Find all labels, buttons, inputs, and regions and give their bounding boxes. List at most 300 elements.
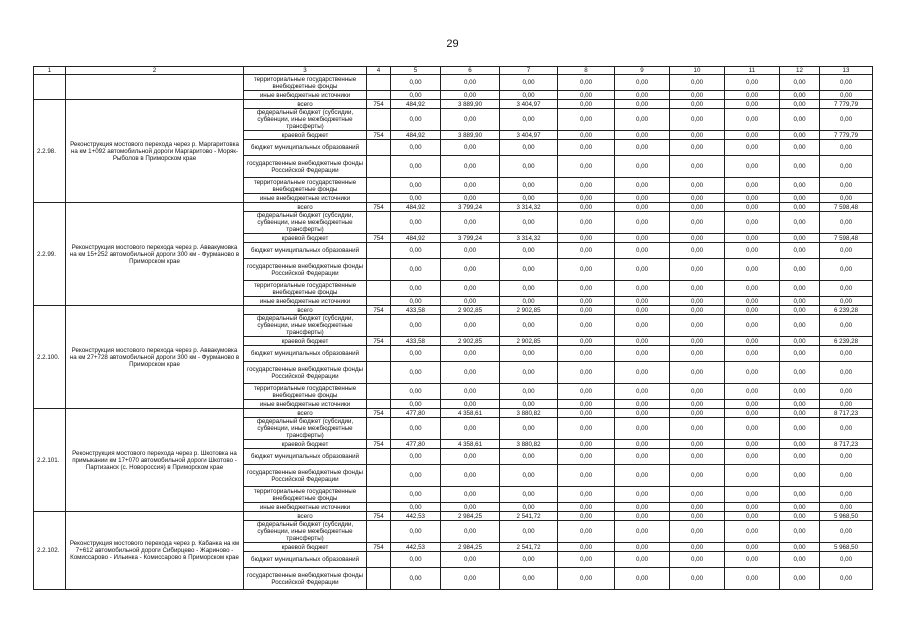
budget-code-cell [367,346,391,362]
value-cell-col-12: 0,00 [780,100,820,109]
value-cell-col-12: 0,00 [780,362,820,384]
value-cell-col-13: 0,00 [820,487,873,503]
object-name-cell: Реконструкция мостового перехода через р. Кабанка на км 7+612 автомобильной дороги Сибирцево - Жариново - Комиссарово - Ильинка - Комиссарово в Приморском крае [66,512,244,590]
value-cell-col-12: 0,00 [780,384,820,400]
value-cell-col-8: 0,00 [558,449,615,465]
value-cell-col-8: 0,00 [558,140,615,156]
value-cell-col-7: 3 314,32 [500,203,558,212]
table-body [34,67,873,590]
value-cell-col-6: 0,00 [441,243,500,259]
value-cell-col-6: 0,00 [441,346,500,362]
value-cell-col-10: 0,00 [670,212,725,234]
value-cell-col-5: 442,53 [391,512,441,521]
value-cell-col-8: 0,00 [558,203,615,212]
value-cell-col-11: 0,00 [725,306,780,315]
value-cell-col-7: 0,00 [500,449,558,465]
value-cell-col-6: 3 799,24 [441,203,500,212]
value-cell-col-11: 0,00 [725,140,780,156]
column-header-12: 12 [780,67,820,75]
column-header-10: 10 [670,67,725,75]
value-cell-col-12: 0,00 [780,418,820,440]
value-cell-col-8: 0,00 [558,315,615,337]
value-cell-col-6: 0,00 [441,418,500,440]
value-cell-col-10: 0,00 [670,503,725,512]
column-header-2: 2 [66,67,244,75]
value-cell-col-12: 0,00 [780,156,820,178]
value-cell-col-7: 2 541,72 [500,512,558,521]
source-label-cell: всего [244,306,367,315]
value-cell-col-12: 0,00 [780,465,820,487]
value-cell-col-13: 0,00 [820,418,873,440]
value-cell-col-12: 0,00 [780,543,820,552]
source-label-cell: всего [244,409,367,418]
value-cell-col-5: 0,00 [391,449,441,465]
value-cell-col-13: 7 598,48 [820,203,873,212]
value-cell-col-9: 0,00 [615,75,670,91]
value-cell-col-11: 0,00 [725,568,780,590]
source-label-cell: территориальные государственные внебюджетные фонды [244,75,367,91]
value-cell-col-7: 0,00 [500,243,558,259]
value-cell-col-8: 0,00 [558,234,615,243]
column-header-1: 1 [34,67,66,75]
item-number-cell [34,75,66,100]
value-cell-col-12: 0,00 [780,131,820,140]
value-cell-col-12: 0,00 [780,140,820,156]
value-cell-col-7: 0,00 [500,194,558,203]
value-cell-col-5: 0,00 [391,109,441,131]
value-cell-col-7: 0,00 [500,178,558,194]
value-cell-col-8: 0,00 [558,552,615,568]
value-cell-col-5: 0,00 [391,259,441,281]
budget-code-cell [367,400,391,409]
value-cell-col-5: 0,00 [391,194,441,203]
value-cell-col-11: 0,00 [725,346,780,362]
budget-code-cell [367,521,391,543]
value-cell-col-11: 0,00 [725,512,780,521]
value-cell-col-7: 2 902,85 [500,337,558,346]
value-cell-col-12: 0,00 [780,243,820,259]
value-cell-col-13: 0,00 [820,91,873,100]
value-cell-col-8: 0,00 [558,543,615,552]
value-cell-col-11: 0,00 [725,521,780,543]
table-row [34,306,873,315]
value-cell-col-10: 0,00 [670,521,725,543]
value-cell-col-8: 0,00 [558,384,615,400]
value-cell-col-12: 0,00 [780,521,820,543]
budget-code-cell [367,384,391,400]
value-cell-col-9: 0,00 [615,100,670,109]
value-cell-col-6: 0,00 [441,194,500,203]
object-name-cell: Реконструкция мостового перехода через р. Аввакумовка на км 27+728 автомобильной дороги 300 км - Фурманово в Приморском крае [66,306,244,409]
value-cell-col-7: 3 880,82 [500,440,558,449]
value-cell-col-8: 0,00 [558,568,615,590]
value-cell-col-5: 0,00 [391,140,441,156]
value-cell-col-6: 0,00 [441,449,500,465]
value-cell-col-13: 0,00 [820,194,873,203]
value-cell-col-11: 0,00 [725,109,780,131]
value-cell-col-11: 0,00 [725,100,780,109]
value-cell-col-5: 0,00 [391,281,441,297]
value-cell-col-8: 0,00 [558,409,615,418]
source-label-cell: государственные внебюджетные фонды Российской Федерации [244,362,367,384]
value-cell-col-12: 0,00 [780,487,820,503]
value-cell-col-6: 2 984,25 [441,543,500,552]
value-cell-col-9: 0,00 [615,440,670,449]
value-cell-col-8: 0,00 [558,91,615,100]
value-cell-col-8: 0,00 [558,156,615,178]
value-cell-col-12: 0,00 [780,337,820,346]
budget-code-cell: 754 [367,234,391,243]
value-cell-col-11: 0,00 [725,194,780,203]
source-label-cell: федеральный бюджет (субсидии, субвенции, иные межбюджетные трансферты) [244,315,367,337]
budget-code-cell [367,91,391,100]
value-cell-col-9: 0,00 [615,449,670,465]
value-cell-col-11: 0,00 [725,440,780,449]
value-cell-col-13: 7 779,79 [820,100,873,109]
value-cell-col-8: 0,00 [558,521,615,543]
value-cell-col-13: 0,00 [820,449,873,465]
value-cell-col-10: 0,00 [670,243,725,259]
value-cell-col-9: 0,00 [615,568,670,590]
value-cell-col-11: 0,00 [725,178,780,194]
value-cell-col-7: 0,00 [500,384,558,400]
value-cell-col-7: 0,00 [500,156,558,178]
value-cell-col-13: 0,00 [820,297,873,306]
budget-code-cell [367,465,391,487]
source-label-cell: иные внебюджетные источники [244,503,367,512]
value-cell-col-5: 442,53 [391,543,441,552]
value-cell-col-10: 0,00 [670,568,725,590]
value-cell-col-8: 0,00 [558,306,615,315]
item-number-cell: 2.2.102. [34,512,66,590]
item-number-cell: 2.2.100. [34,306,66,409]
value-cell-col-5: 484,92 [391,203,441,212]
budget-code-cell [367,487,391,503]
column-header-7: 7 [500,67,558,75]
value-cell-col-13: 0,00 [820,243,873,259]
value-cell-col-6: 0,00 [441,465,500,487]
value-cell-col-10: 0,00 [670,362,725,384]
value-cell-col-6: 0,00 [441,259,500,281]
object-name-cell [66,75,244,100]
source-label-cell: всего [244,512,367,521]
value-cell-col-11: 0,00 [725,203,780,212]
budget-code-cell [367,259,391,281]
budget-code-cell [367,449,391,465]
source-label-cell: бюджет муниципальных образований [244,243,367,259]
value-cell-col-8: 0,00 [558,503,615,512]
value-cell-col-5: 477,80 [391,409,441,418]
value-cell-col-5: 0,00 [391,521,441,543]
value-cell-col-10: 0,00 [670,109,725,131]
value-cell-col-6: 0,00 [441,178,500,194]
value-cell-col-12: 0,00 [780,91,820,100]
value-cell-col-13: 7 779,79 [820,131,873,140]
value-cell-col-5: 477,80 [391,440,441,449]
value-cell-col-13: 5 968,50 [820,512,873,521]
item-number-cell: 2.2.101. [34,409,66,512]
value-cell-col-10: 0,00 [670,297,725,306]
value-cell-col-5: 484,92 [391,131,441,140]
value-cell-col-12: 0,00 [780,512,820,521]
value-cell-col-5: 433,58 [391,306,441,315]
value-cell-col-7: 0,00 [500,109,558,131]
value-cell-col-8: 0,00 [558,337,615,346]
value-cell-col-10: 0,00 [670,156,725,178]
value-cell-col-11: 0,00 [725,503,780,512]
value-cell-col-11: 0,00 [725,156,780,178]
source-label-cell: иные внебюджетные источники [244,297,367,306]
value-cell-col-9: 0,00 [615,156,670,178]
value-cell-col-10: 0,00 [670,449,725,465]
value-cell-col-7: 0,00 [500,259,558,281]
value-cell-col-10: 0,00 [670,194,725,203]
value-cell-col-11: 0,00 [725,400,780,409]
value-cell-col-8: 0,00 [558,194,615,203]
value-cell-col-9: 0,00 [615,203,670,212]
value-cell-col-12: 0,00 [780,503,820,512]
value-cell-col-9: 0,00 [615,487,670,503]
value-cell-col-9: 0,00 [615,234,670,243]
table-row [34,203,873,212]
value-cell-col-9: 0,00 [615,178,670,194]
value-cell-col-11: 0,00 [725,243,780,259]
column-header-4: 4 [367,67,391,75]
table-row [34,409,873,418]
budget-code-cell [367,212,391,234]
budget-code-cell: 754 [367,306,391,315]
value-cell-col-8: 0,00 [558,281,615,297]
value-cell-col-10: 0,00 [670,100,725,109]
header-row [34,67,873,75]
value-cell-col-12: 0,00 [780,297,820,306]
value-cell-col-8: 0,00 [558,100,615,109]
value-cell-col-5: 0,00 [391,243,441,259]
value-cell-col-11: 0,00 [725,337,780,346]
source-label-cell: федеральный бюджет (субсидии, субвенции, иные межбюджетные трансферты) [244,212,367,234]
value-cell-col-7: 0,00 [500,281,558,297]
column-header-5: 5 [391,67,441,75]
value-cell-col-13: 0,00 [820,568,873,590]
source-label-cell: бюджет муниципальных образований [244,449,367,465]
source-label-cell: краевой бюджет [244,440,367,449]
column-header-13: 13 [820,67,873,75]
value-cell-col-10: 0,00 [670,140,725,156]
value-cell-col-6: 0,00 [441,297,500,306]
source-label-cell: федеральный бюджет (субсидии, субвенции, иные межбюджетные трансферты) [244,109,367,131]
source-label-cell: иные внебюджетные источники [244,194,367,203]
budget-code-cell [367,75,391,91]
value-cell-col-13: 8 717,23 [820,440,873,449]
value-cell-col-8: 0,00 [558,297,615,306]
value-cell-col-11: 0,00 [725,465,780,487]
value-cell-col-7: 0,00 [500,521,558,543]
value-cell-col-7: 0,00 [500,568,558,590]
value-cell-col-10: 0,00 [670,409,725,418]
column-header-6: 6 [441,67,500,75]
value-cell-col-5: 433,58 [391,337,441,346]
value-cell-col-9: 0,00 [615,91,670,100]
value-cell-col-13: 7 598,48 [820,234,873,243]
value-cell-col-11: 0,00 [725,234,780,243]
value-cell-col-10: 0,00 [670,91,725,100]
value-cell-col-10: 0,00 [670,512,725,521]
value-cell-col-8: 0,00 [558,346,615,362]
value-cell-col-5: 0,00 [391,91,441,100]
value-cell-col-6: 0,00 [441,362,500,384]
value-cell-col-12: 0,00 [780,315,820,337]
value-cell-col-9: 0,00 [615,465,670,487]
value-cell-col-12: 0,00 [780,440,820,449]
value-cell-col-8: 0,00 [558,243,615,259]
value-cell-col-10: 0,00 [670,315,725,337]
value-cell-col-8: 0,00 [558,487,615,503]
budget-code-cell: 754 [367,337,391,346]
table-row [34,512,873,521]
value-cell-col-9: 0,00 [615,212,670,234]
source-label-cell: бюджет муниципальных образований [244,140,367,156]
value-cell-col-7: 0,00 [500,346,558,362]
budget-code-cell [367,194,391,203]
source-label-cell: федеральный бюджет (субсидии, субвенции, иные межбюджетные трансферты) [244,521,367,543]
value-cell-col-5: 484,92 [391,100,441,109]
value-cell-col-11: 0,00 [725,487,780,503]
value-cell-col-6: 2 902,85 [441,337,500,346]
value-cell-col-6: 3 889,90 [441,131,500,140]
value-cell-col-9: 0,00 [615,297,670,306]
value-cell-col-9: 0,00 [615,346,670,362]
value-cell-col-12: 0,00 [780,281,820,297]
value-cell-col-13: 0,00 [820,362,873,384]
value-cell-col-10: 0,00 [670,487,725,503]
value-cell-col-13: 6 239,28 [820,337,873,346]
value-cell-col-10: 0,00 [670,234,725,243]
value-cell-col-9: 0,00 [615,337,670,346]
source-label-cell: федеральный бюджет (субсидии, субвенции, иные межбюджетные трансферты) [244,418,367,440]
value-cell-col-5: 0,00 [391,178,441,194]
value-cell-col-11: 0,00 [725,315,780,337]
value-cell-col-13: 0,00 [820,400,873,409]
value-cell-col-7: 0,00 [500,91,558,100]
budget-code-cell [367,315,391,337]
value-cell-col-12: 0,00 [780,552,820,568]
value-cell-col-11: 0,00 [725,131,780,140]
value-cell-col-7: 0,00 [500,297,558,306]
value-cell-col-5: 0,00 [391,503,441,512]
value-cell-col-10: 0,00 [670,418,725,440]
value-cell-col-9: 0,00 [615,503,670,512]
value-cell-col-5: 484,92 [391,234,441,243]
budget-code-cell [367,109,391,131]
value-cell-col-10: 0,00 [670,178,725,194]
value-cell-col-12: 0,00 [780,203,820,212]
value-cell-col-8: 0,00 [558,75,615,91]
value-cell-col-10: 0,00 [670,259,725,281]
value-cell-col-10: 0,00 [670,384,725,400]
object-name-cell: Реконструкция мостового перехода через р. Аввакумовка на км 15+252 автомобильной дороги 300 км - Фурманово в Приморском крае [66,203,244,306]
budget-code-cell [367,140,391,156]
value-cell-col-11: 0,00 [725,297,780,306]
value-cell-col-9: 0,00 [615,194,670,203]
value-cell-col-12: 0,00 [780,409,820,418]
value-cell-col-6: 0,00 [441,140,500,156]
value-cell-col-12: 0,00 [780,194,820,203]
value-cell-col-7: 0,00 [500,212,558,234]
value-cell-col-11: 0,00 [725,75,780,91]
budget-code-cell [367,362,391,384]
value-cell-col-5: 0,00 [391,75,441,91]
value-cell-col-10: 0,00 [670,440,725,449]
budget-code-cell: 754 [367,440,391,449]
value-cell-col-5: 0,00 [391,400,441,409]
source-label-cell: территориальные государственные внебюджетные фонды [244,281,367,297]
value-cell-col-10: 0,00 [670,465,725,487]
value-cell-col-12: 0,00 [780,259,820,281]
value-cell-col-13: 0,00 [820,315,873,337]
value-cell-col-11: 0,00 [725,449,780,465]
value-cell-col-9: 0,00 [615,243,670,259]
value-cell-col-5: 0,00 [391,384,441,400]
value-cell-col-9: 0,00 [615,512,670,521]
value-cell-col-6: 4 358,61 [441,409,500,418]
value-cell-col-7: 0,00 [500,400,558,409]
page-number: 29 [446,38,459,50]
value-cell-col-8: 0,00 [558,131,615,140]
value-cell-col-9: 0,00 [615,315,670,337]
budget-code-cell [367,297,391,306]
value-cell-col-9: 0,00 [615,140,670,156]
value-cell-col-6: 0,00 [441,487,500,503]
value-cell-col-10: 0,00 [670,203,725,212]
value-cell-col-12: 0,00 [780,234,820,243]
source-label-cell: территориальные государственные внебюджетные фонды [244,178,367,194]
value-cell-col-13: 0,00 [820,178,873,194]
value-cell-col-13: 0,00 [820,346,873,362]
budget-code-cell [367,503,391,512]
item-number-cell: 2.2.99. [34,203,66,306]
value-cell-col-10: 0,00 [670,543,725,552]
value-cell-col-6: 0,00 [441,109,500,131]
value-cell-col-7: 0,00 [500,418,558,440]
value-cell-col-7: 3 314,32 [500,234,558,243]
value-cell-col-13: 0,00 [820,521,873,543]
value-cell-col-5: 0,00 [391,315,441,337]
value-cell-col-13: 0,00 [820,75,873,91]
column-header-11: 11 [725,67,780,75]
value-cell-col-10: 0,00 [670,552,725,568]
value-cell-col-9: 0,00 [615,281,670,297]
value-cell-col-10: 0,00 [670,281,725,297]
value-cell-col-7: 0,00 [500,487,558,503]
value-cell-col-6: 0,00 [441,91,500,100]
budget-code-cell: 754 [367,203,391,212]
value-cell-col-7: 0,00 [500,75,558,91]
value-cell-col-8: 0,00 [558,512,615,521]
source-label-cell: территориальные государственные внебюджетные фонды [244,487,367,503]
source-label-cell: бюджет муниципальных образований [244,552,367,568]
value-cell-col-12: 0,00 [780,568,820,590]
value-cell-col-7: 0,00 [500,465,558,487]
value-cell-col-13: 0,00 [820,156,873,178]
value-cell-col-6: 0,00 [441,315,500,337]
budget-code-cell [367,178,391,194]
value-cell-col-6: 0,00 [441,384,500,400]
value-cell-col-8: 0,00 [558,418,615,440]
value-cell-col-7: 0,00 [500,140,558,156]
source-label-cell: краевой бюджет [244,337,367,346]
value-cell-col-7: 3 404,97 [500,131,558,140]
value-cell-col-11: 0,00 [725,281,780,297]
